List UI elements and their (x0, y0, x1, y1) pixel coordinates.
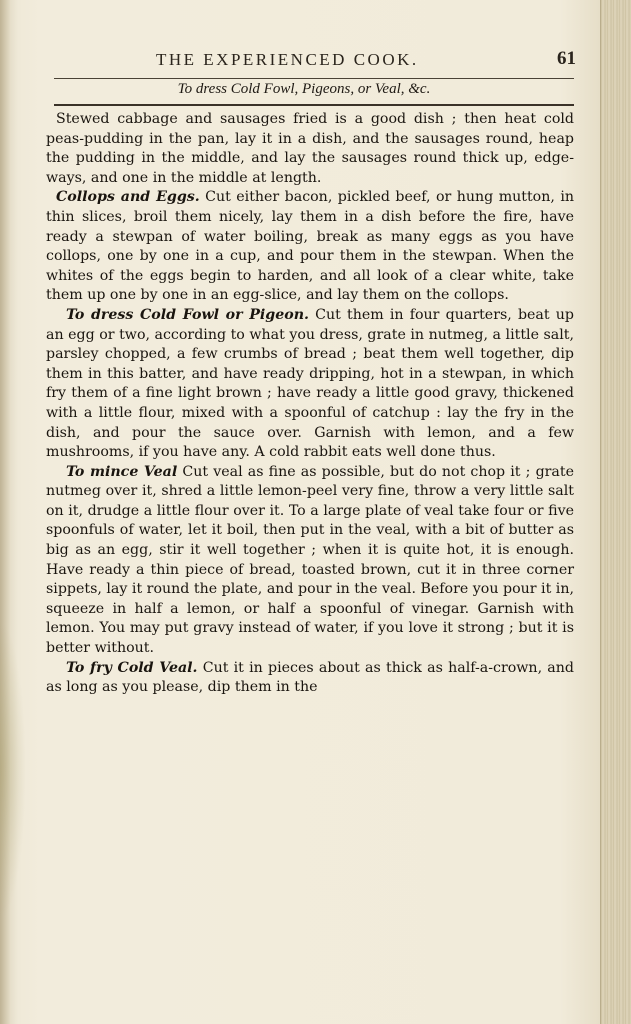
body-text (46, 110, 574, 698)
paragraph-cold-fowl (46, 306, 574, 463)
recipe-heading: To dress Cold Fowl or Pigeon. (66, 306, 309, 323)
subtitle-rule (54, 104, 574, 106)
paper-stain (0, 620, 26, 920)
book-page (30, 48, 578, 698)
paragraph-text: Stewed cabbage and sausages fried is a good dish ; then heat cold peas-pudding in the pan, lay it in a dish, and the sausages round, heap the pudding in the middle, and lay the sausages round thick up, edge-ways, and one in the middle at length. (46, 111, 574, 186)
paragraph-fry-cold-veal (46, 659, 574, 698)
paragraph-text: Cut them in four quarters, beat up an egg or two, according to what you dress, grate in nutmeg, a little salt, parsley chopped, a few crumbs of bread ; beat them well together, dip them in this batter, and have ready dripping, hot in a stewpan, in which fry them of a fine light brown ; have ready a little good gravy, thickened with a little flour, mixed with a spoonful of catchup : lay the fry in the dish, and pour the sauce over. Garnish with lemon, and a few mushrooms, if you have any. A cold rabbit eats well done thus. (46, 306, 574, 461)
recipe-heading: Collops and Eggs. (56, 189, 200, 206)
running-head (30, 48, 578, 74)
paragraph-text: Cut either bacon, pickled beef, or hung mutton, in thin slices, broil them nicely, lay them in a dish before the fire, have ready a stewpan of water boiling, break as many eggs as you have collops, one by one in a cup, and pour them in the stewpan. When the whites of the eggs begin to harden, and all look of a clear white, take them up one by one in an egg-slice, and lay them on the collops. (46, 189, 574, 304)
running-title: THE EXPERIENCED COOK. (156, 50, 419, 69)
header-rule (54, 78, 574, 79)
recipe-heading: To mince Veal (66, 463, 178, 480)
section-subtitle: To dress Cold Fowl, Pigeons, or Veal, &c. (177, 81, 431, 97)
paragraph-mince-veal (46, 463, 574, 659)
paragraph-sausages (46, 110, 574, 188)
paragraph-collops-and-eggs (46, 188, 574, 306)
recipe-heading: To fry Cold Veal. (66, 659, 198, 676)
page-number: 61 (557, 48, 576, 69)
paragraph-text: Cut it in pieces about as thick as half-a-crown, and as long as you please, dip them in the (46, 659, 574, 696)
book-gutter (600, 0, 631, 1024)
paragraph-text: Cut veal as fine as possible, but do not chop it ; grate nutmeg over it, shred a little lemon-peel very fine, throw a very little salt on it, drudge a little flour over it. To a large plate of veal take four or five spoonfuls of water, let it boil, then put in the veal, with a bit of butter as big as an egg, stir it well together ; when it is quite hot, it is enough. Have ready a thin piece of bread, toasted brown, cut it in three corner sippets, lay it round the plate, and pour in the veal. Before you pour it in, squeeze in half a lemon, or half a spoonful of vinegar. Garnish with lemon. You may put gravy instead of water, if you love it strong ; but it is better without. (46, 463, 574, 657)
